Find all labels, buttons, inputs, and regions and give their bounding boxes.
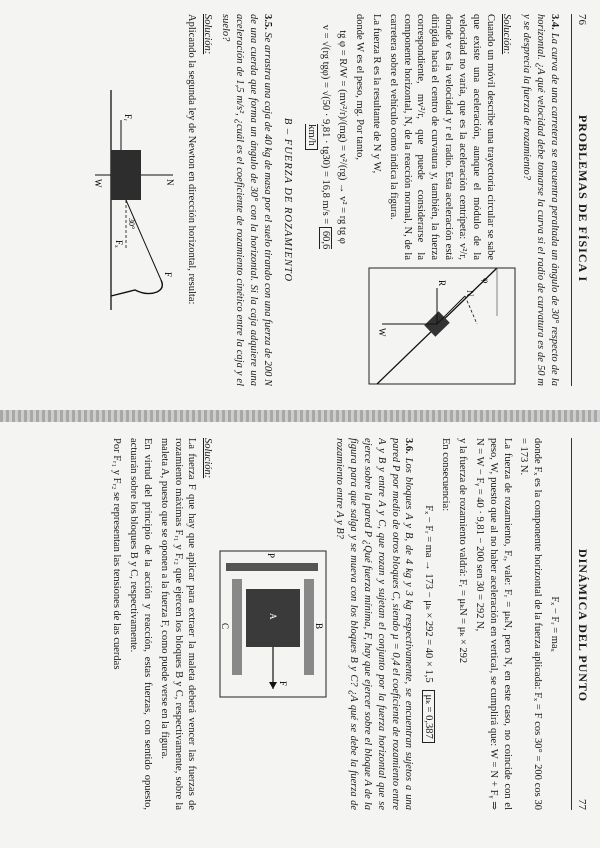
solution-label: Solución: <box>202 438 214 479</box>
boxed-result: 60,6 km/h <box>306 124 332 250</box>
figure-label: N <box>464 290 475 297</box>
section-title: B – FUERZA DE ROZAMIENTO <box>281 117 293 283</box>
figure-label: A <box>268 613 279 620</box>
figure-label: R <box>436 280 447 287</box>
solution-text: La fuerza R es la resultante de N y W, <box>370 14 382 174</box>
figure-label: W <box>92 179 103 188</box>
running-title: DINÁMICA DEL PUNTO <box>576 548 590 703</box>
equation <box>421 438 435 810</box>
solution-label: Solución: <box>500 14 512 55</box>
figure-label: W <box>376 328 387 337</box>
solution-text: y la fuerza de rozamiento valdrá: Fᵣ = μₖN = μₖ × 292 <box>457 438 469 664</box>
equation <box>305 14 333 260</box>
problem-3-5 <box>218 14 273 386</box>
page-76 <box>0 0 600 400</box>
solution-text: donde W es el peso, mg. Por tanto, <box>354 14 365 161</box>
problem-statement: La curva de una carretera se encuentra peraltada un ángulo de 30° respecto de la horizontal. ¿A qué velocidad debe tomarse la curva si el radio de curvatura es de 50 m y se desprecia la fuerza de rozamiento? <box>521 14 561 386</box>
equation-text: Fₓ − Fᵣ = ma → 173 − μₖ × 292 = 40 × 1,5 <box>423 505 435 683</box>
dragging-box-figure <box>91 80 181 320</box>
problem-number: 3.6. <box>403 438 415 454</box>
problem-statement: Se arrastra una caja de 40 kg de masa por el suelo tirando con una fuerza de 200 N de una cuerda que forma un ángulo de 30° con la horizontal. Si la caja adquiere una aceleración de 1,5 m/s², ¿cuál es el coeficiente de rozamiento cinético entre la caja y el suelo? <box>220 14 273 386</box>
figure-label: C <box>220 623 231 630</box>
boxed-result: μₖ = 0,387 <box>422 690 435 742</box>
figure-label: P <box>266 553 277 559</box>
figure-label: 30° <box>126 218 136 230</box>
problem-3-4 <box>520 14 562 386</box>
figure-label: B <box>314 623 325 630</box>
figure-label: Fₓ <box>113 240 124 248</box>
page-number: 77 <box>576 798 588 810</box>
banked-curve-figure <box>367 266 517 386</box>
solution-text: Aplicando la segunda ley de Newton en dirección horizontal, resulta: <box>186 14 198 305</box>
solution-text: La fuerza de rozamiento, Fᵣ, vale: Fᵣ = μₖN, pero N, en este caso, no coincide con el peso, W, puesto que al no haber aceleración en vertical, se cumplirá que: W = N + Fᵧ ⇒ N = W − Fᵧ = 40 · 9,81 − 200 sen 30 = 292 N, <box>473 438 513 810</box>
problem-statement: Los bloques A y B, de 4 kg y 3 kg respectivamente, se encuentran sujetos a una pared P por medio de otros bloques C, siendo µ = 0,4 el coeficiente de rozamiento entre A y B y entre A y C, que rozan y sujetan el conjunto por la fuerza horizontal que se ejerce sobre la pared P ¿Qué fuerza mínima, F, hay que ejercer sobre el bloque A de la figura para que salga y se mueva con los bloques B y C? ¿A qué se debe la fuerza de rozamiento entre A y B? <box>334 438 415 810</box>
running-header <box>571 14 590 386</box>
equation: Fₓ − Fᵣ = maₓ <box>549 596 561 652</box>
page-fold <box>0 410 600 422</box>
solution-text: Cuando un móvil describe una trayectoria circular se sabe que existe una aceleración, aunque el módulo de la velocidad no varía, que es la aceleración centrípeta: v²/r, donde v es la velocidad y r el radio. Esta aceleración está dirigida hacia el centro de curvatura y, también, la fuerza correspondiente, mv²/r, que puede considerarse la componente horizontal, N, de la reacción normal, N, de la carretera sobre el vehículo como indica la figura. <box>387 14 496 260</box>
solution-label: Solución: <box>202 14 214 55</box>
solution-text: En consecuencia: <box>440 438 452 512</box>
solution-text: La fuerza F que hay que aplicar para extraer la maleta deberá vencer las fuerzas de rozamiento máximas Fᵣ₁ y Fᵣ₂ que ejercen los bloques B y C, respectivamente, sobre la maleta A, puesto que se oponen a la fuerza F, como puede verse en la figura. <box>158 438 198 810</box>
running-title: PROBLEMAS DE FÍSICA I <box>576 114 590 283</box>
page-number: 76 <box>576 14 588 25</box>
solution-text: donde Fₓ es la componente horizontal de la fuerza aplicada: Fₓ = F cos 30° = 200 cos 30 = 173 N. <box>518 438 544 810</box>
equation-text: v = √(rg tgφ) = √(50 · 9,81 · tg30) = 16,8 m/s = <box>320 24 332 225</box>
figure-label: N <box>164 179 175 186</box>
figure-label: F <box>162 272 173 278</box>
figure-label: Fᵣ <box>122 114 133 122</box>
solution-3-4 <box>302 14 517 386</box>
problem-number: 3.5. <box>261 14 273 30</box>
figure-label: F <box>278 681 289 687</box>
page-77 <box>0 424 600 824</box>
running-header <box>571 438 590 810</box>
solution-text: En virtud del principio de la acción y reacción, estas fuerzas, con sentido opuesto, actuarán sobre los bloques B y C, respectivamente. <box>127 438 153 810</box>
equation: tg φ = R/W = (mv²/r)/(mg) = v²/(rg) → v² = rg tg φ <box>337 30 349 244</box>
problem-number: 3.4. <box>549 14 561 30</box>
problem-3-6 <box>332 438 415 810</box>
blocks-figure <box>218 549 328 699</box>
solution-text: Por Fᵣ₁ y Fᵣ₂ se representan las tensiones de las cuerdas <box>111 438 123 670</box>
figure-label: φ <box>480 278 491 284</box>
